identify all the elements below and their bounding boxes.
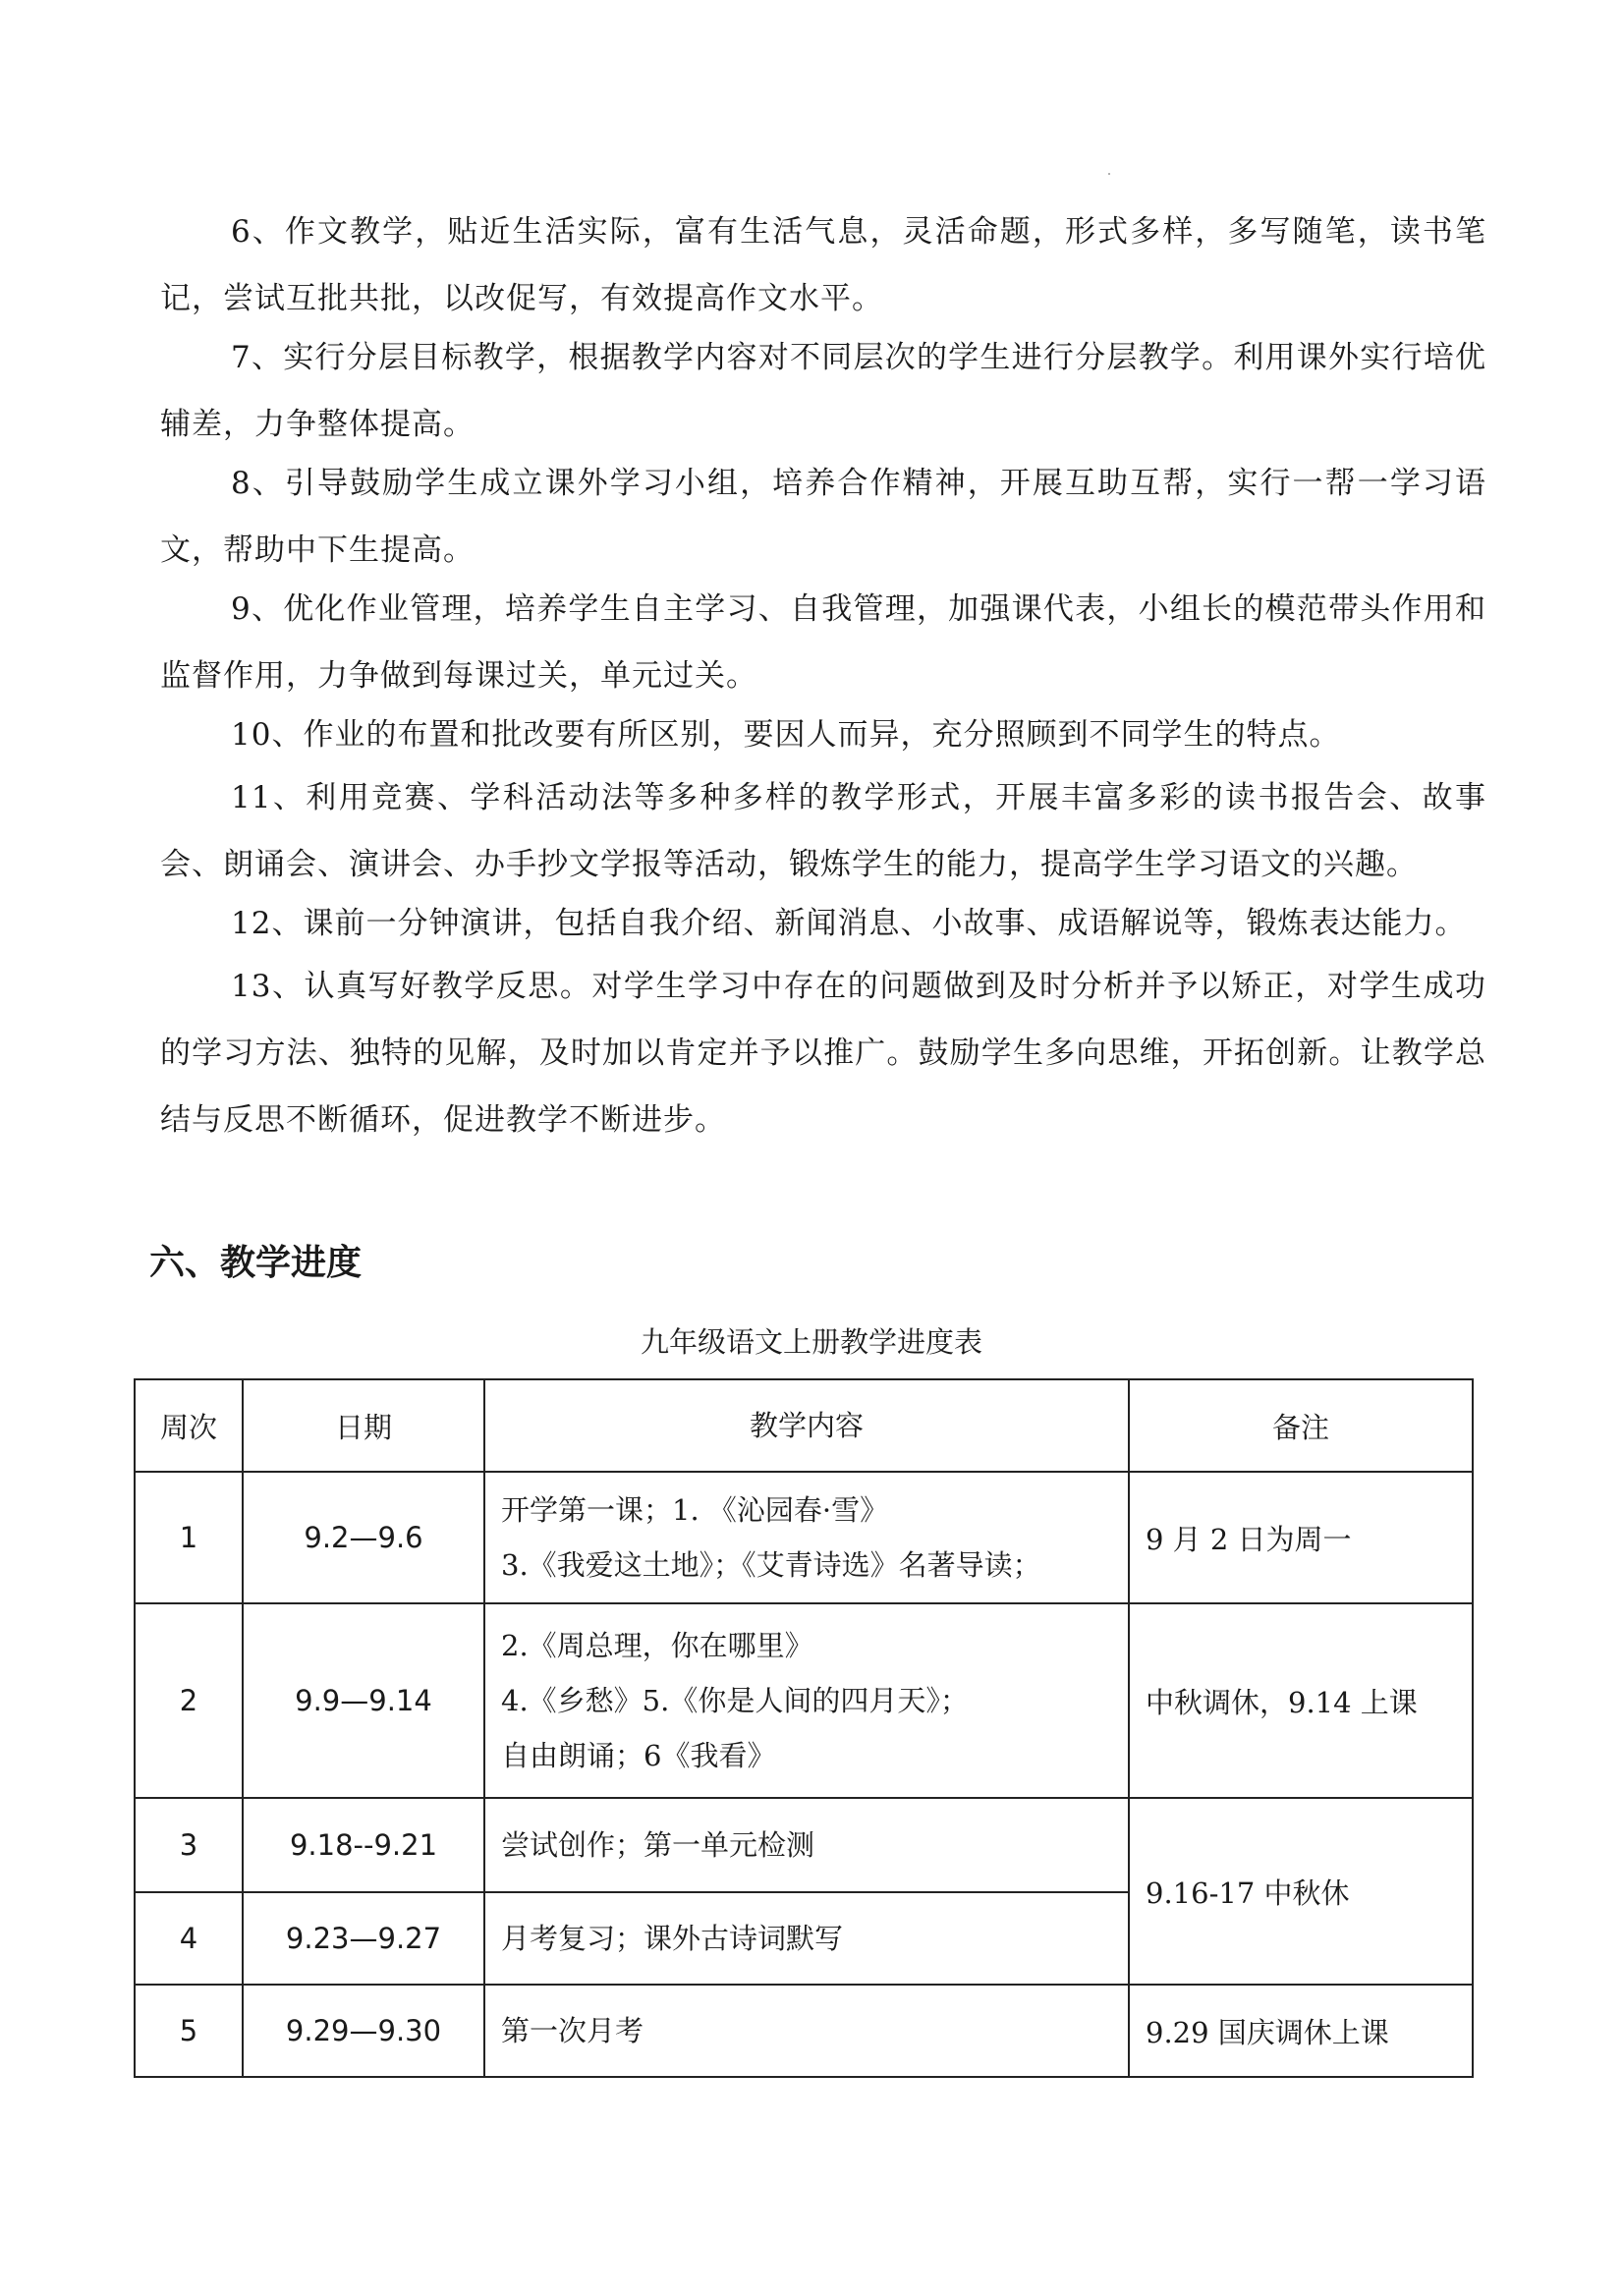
table-row [135, 1798, 1473, 1892]
week-cell: 4 [135, 1892, 243, 1985]
date-cell: 9.23—9.27 [243, 1892, 484, 1985]
week-cell: 5 [135, 1985, 243, 2077]
content-line: 3.《我爱这土地》；《艾青诗选》名著导读； [501, 1548, 1041, 1582]
content-cell [484, 1985, 1129, 2077]
paragraph-8: 8、引导鼓励学生成立课外学习小组，培养合作精神，开展互助互帮，实行一帮一学习语文，帮助中下生提高。 [160, 466, 1486, 568]
paragraph-11: 11、利用竞赛、学科活动法等多种多样的教学形式，开展丰富多彩的读书报告会、故事会、朗诵会、演讲会、办手抄文学报等活动，锻炼学生的能力，提高学生学习语文的兴趣。 [160, 780, 1486, 882]
date-cell: 9.18--9.21 [243, 1798, 484, 1892]
stray-dot [1108, 173, 1110, 175]
note-cell: 9 月 2 日为周一 [1129, 1472, 1473, 1603]
content-line: 开学第一课；1. 《沁园春·雪》 [501, 1493, 889, 1527]
section-heading: 六、教学进度 [149, 1243, 363, 1283]
paragraph-9: 9、优化作业管理，培养学生自主学习、自我管理，加强课代表，小组长的模范带头作用和监督作用，力争做到每课过关，单元过关。 [160, 591, 1486, 694]
date-cell: 9.29—9.30 [243, 1985, 484, 2077]
date-cell: 9.9—9.14 [243, 1603, 484, 1798]
header-date: 日期 [243, 1379, 484, 1472]
table-header-row [135, 1379, 1473, 1472]
table-row [135, 1472, 1473, 1603]
paragraph-12: 12、课前一分钟演讲，包括自我介绍、新闻消息、小故事、成语解说等，锻炼表达能力。 [231, 906, 1467, 941]
table-row [135, 1985, 1473, 2077]
header-content: 教学内容 [484, 1379, 1129, 1472]
note-cell: 9.16-17 中秋休 [1129, 1798, 1473, 1985]
content-line: 4.《乡愁》5.《你是人间的四月天》； [501, 1684, 969, 1717]
paragraph-6: 6、作文教学，贴近生活实际，富有生活气息，灵活命题，形式多样，多写随笔，读书笔记，尝试互批共批，以改促写，有效提高作文水平。 [160, 214, 1486, 316]
content-cell [484, 1892, 1129, 1985]
paragraph-10: 10、作业的布置和批改要有所区别，要因人而异，充分照顾到不同学生的特点。 [231, 717, 1341, 753]
header-week: 周次 [135, 1379, 243, 1472]
note-cell: 中秋调休，9.14 上课 [1129, 1603, 1473, 1798]
content-cell [484, 1603, 1129, 1798]
table-title: 九年级语文上册教学进度表 [640, 1325, 982, 1359]
week-cell: 3 [135, 1798, 243, 1892]
content-cell [484, 1798, 1129, 1892]
table-row [135, 1603, 1473, 1798]
content-line: 2.《周总理，你在哪里》 [501, 1629, 813, 1662]
date-cell: 9.2—9.6 [243, 1472, 484, 1603]
paragraph-7: 7、实行分层目标教学，根据教学内容对不同层次的学生进行分层教学。利用课外实行培优辅差，力争整体提高。 [160, 340, 1486, 442]
header-note: 备注 [1129, 1379, 1473, 1472]
content-line: 第一次月考 [501, 2014, 644, 2047]
week-cell: 2 [135, 1603, 243, 1798]
content-line: 月考复习；课外古诗词默写 [501, 1922, 844, 1955]
content-line: 自由朗诵；6《我看》 [501, 1739, 776, 1772]
schedule-table [134, 1378, 1474, 2078]
week-cell: 1 [135, 1472, 243, 1603]
note-cell: 9.29 国庆调休上课 [1129, 1985, 1473, 2077]
content-cell [484, 1472, 1129, 1603]
paragraph-13: 13、认真写好教学反思。对学生学习中存在的问题做到及时分析并予以矫正，对学生成功的学习方法、独特的见解，及时加以肯定并予以推广。鼓励学生多向思维，开拓创新。让教学总结与反思不断循环，促进教学不断进步。 [160, 969, 1486, 1138]
content-line: 尝试创作；第一单元检测 [501, 1828, 815, 1862]
